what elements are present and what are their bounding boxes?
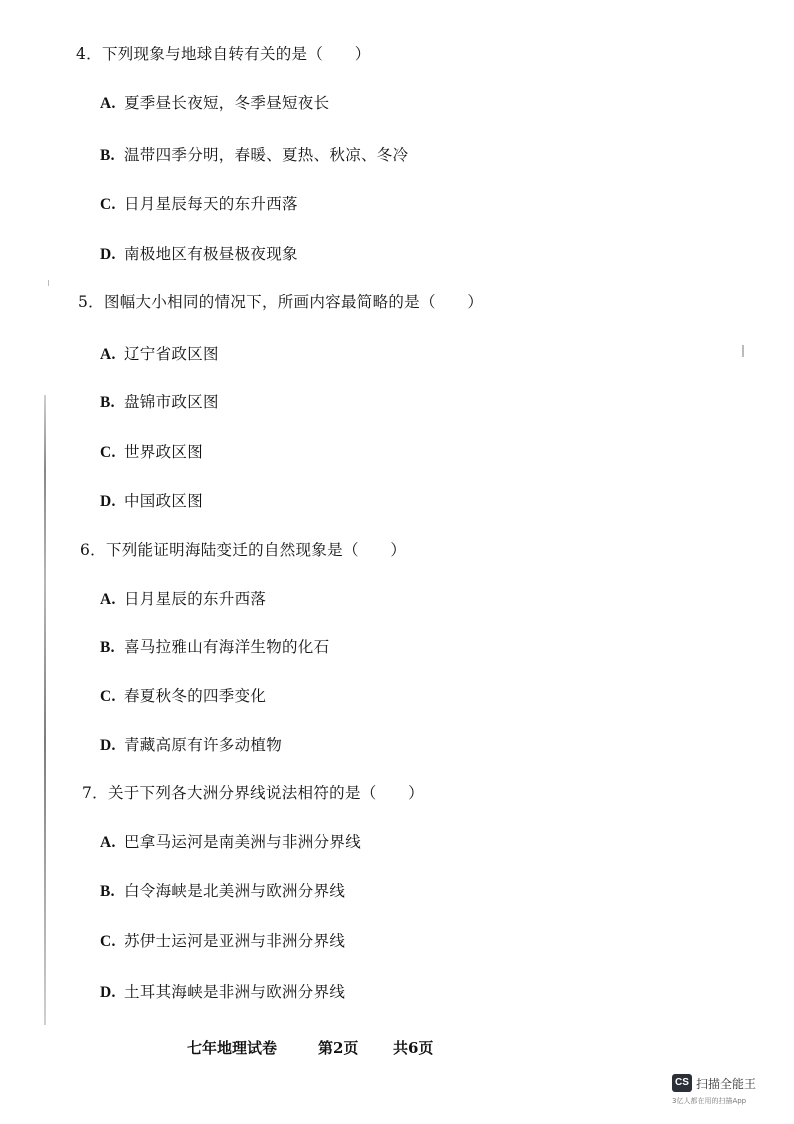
option-b (100, 143, 408, 165)
option-text: 白令海峡是北美洲与欧洲分界线 (124, 882, 346, 900)
option-d (100, 242, 298, 264)
option-letter: D. (100, 984, 116, 1001)
watermark-subtitle: 3亿人都在用的扫描App (672, 1097, 747, 1105)
option-letter: A. (100, 95, 116, 112)
option-letter: D. (100, 246, 116, 263)
watermark-title: 扫描全能王 (696, 1077, 757, 1091)
option-text: 中国政区图 (124, 492, 204, 510)
footer-page-current: 第2页 (318, 1039, 359, 1057)
scanner-watermark (672, 1074, 762, 1108)
option-a (100, 91, 329, 113)
option-text: 辽宁省政区图 (124, 345, 219, 363)
option-letter: D. (100, 493, 116, 510)
question-stem: 7．关于下列各大洲分界线说法相符的是（ ） (82, 784, 424, 802)
option-c (100, 440, 203, 462)
option-text: 春夏秋冬的四季变化 (124, 687, 267, 705)
option-letter: C. (100, 933, 116, 950)
option-letter: D. (100, 737, 116, 754)
option-letter: A. (100, 346, 116, 363)
option-text: 世界政区图 (124, 443, 204, 461)
option-d (100, 980, 345, 1002)
option-a (100, 830, 361, 852)
option-d (100, 733, 282, 755)
option-letter: C. (100, 196, 116, 213)
option-letter: B. (100, 639, 115, 656)
question-stem: 4．下列现象与地球自转有关的是（ ） (76, 45, 371, 63)
option-c (100, 684, 266, 706)
option-letter: C. (100, 688, 116, 705)
option-text: 温带四季分明，春暖、夏热、秋凉、冬冷 (124, 146, 409, 164)
option-b (100, 390, 219, 412)
scan-speck (742, 345, 744, 357)
footer-page-total: 共6页 (393, 1039, 434, 1057)
option-b (100, 879, 345, 901)
footer-exam-name: 七年地理试卷 (187, 1039, 278, 1057)
scan-edge-line (44, 395, 46, 1025)
option-text: 巴拿马运河是南美洲与非洲分界线 (124, 833, 362, 851)
option-letter: B. (100, 883, 115, 900)
option-b (100, 635, 329, 657)
option-c (100, 192, 298, 214)
option-letter: A. (100, 591, 116, 608)
option-c (100, 929, 345, 951)
camscanner-logo: CS (672, 1074, 692, 1092)
option-letter: C. (100, 444, 116, 461)
option-text: 青藏高原有许多动植物 (124, 736, 283, 754)
scan-speck (48, 280, 49, 286)
option-text: 日月星辰的东升西落 (124, 590, 267, 608)
option-letter: A. (100, 834, 116, 851)
question-stem: 5．图幅大小相同的情况下，所画内容最简略的是（ ） (78, 293, 484, 311)
option-letter: B. (100, 147, 115, 164)
question-stem: 6．下列能证明海陆变迁的自然现象是（ ） (80, 541, 407, 559)
option-text: 土耳其海峡是非洲与欧洲分界线 (124, 983, 346, 1001)
option-text: 日月星辰每天的东升西落 (124, 195, 298, 213)
option-text: 南极地区有极昼极夜现象 (124, 245, 298, 263)
option-d (100, 489, 203, 511)
option-text: 盘锦市政区图 (124, 393, 219, 411)
option-text: 夏季昼长夜短，冬季昼短夜长 (124, 94, 330, 112)
option-letter: B. (100, 394, 115, 411)
option-a (100, 342, 219, 364)
option-a (100, 587, 266, 609)
option-text: 苏伊士运河是亚洲与非洲分界线 (124, 932, 346, 950)
option-text: 喜马拉雅山有海洋生物的化石 (124, 638, 330, 656)
